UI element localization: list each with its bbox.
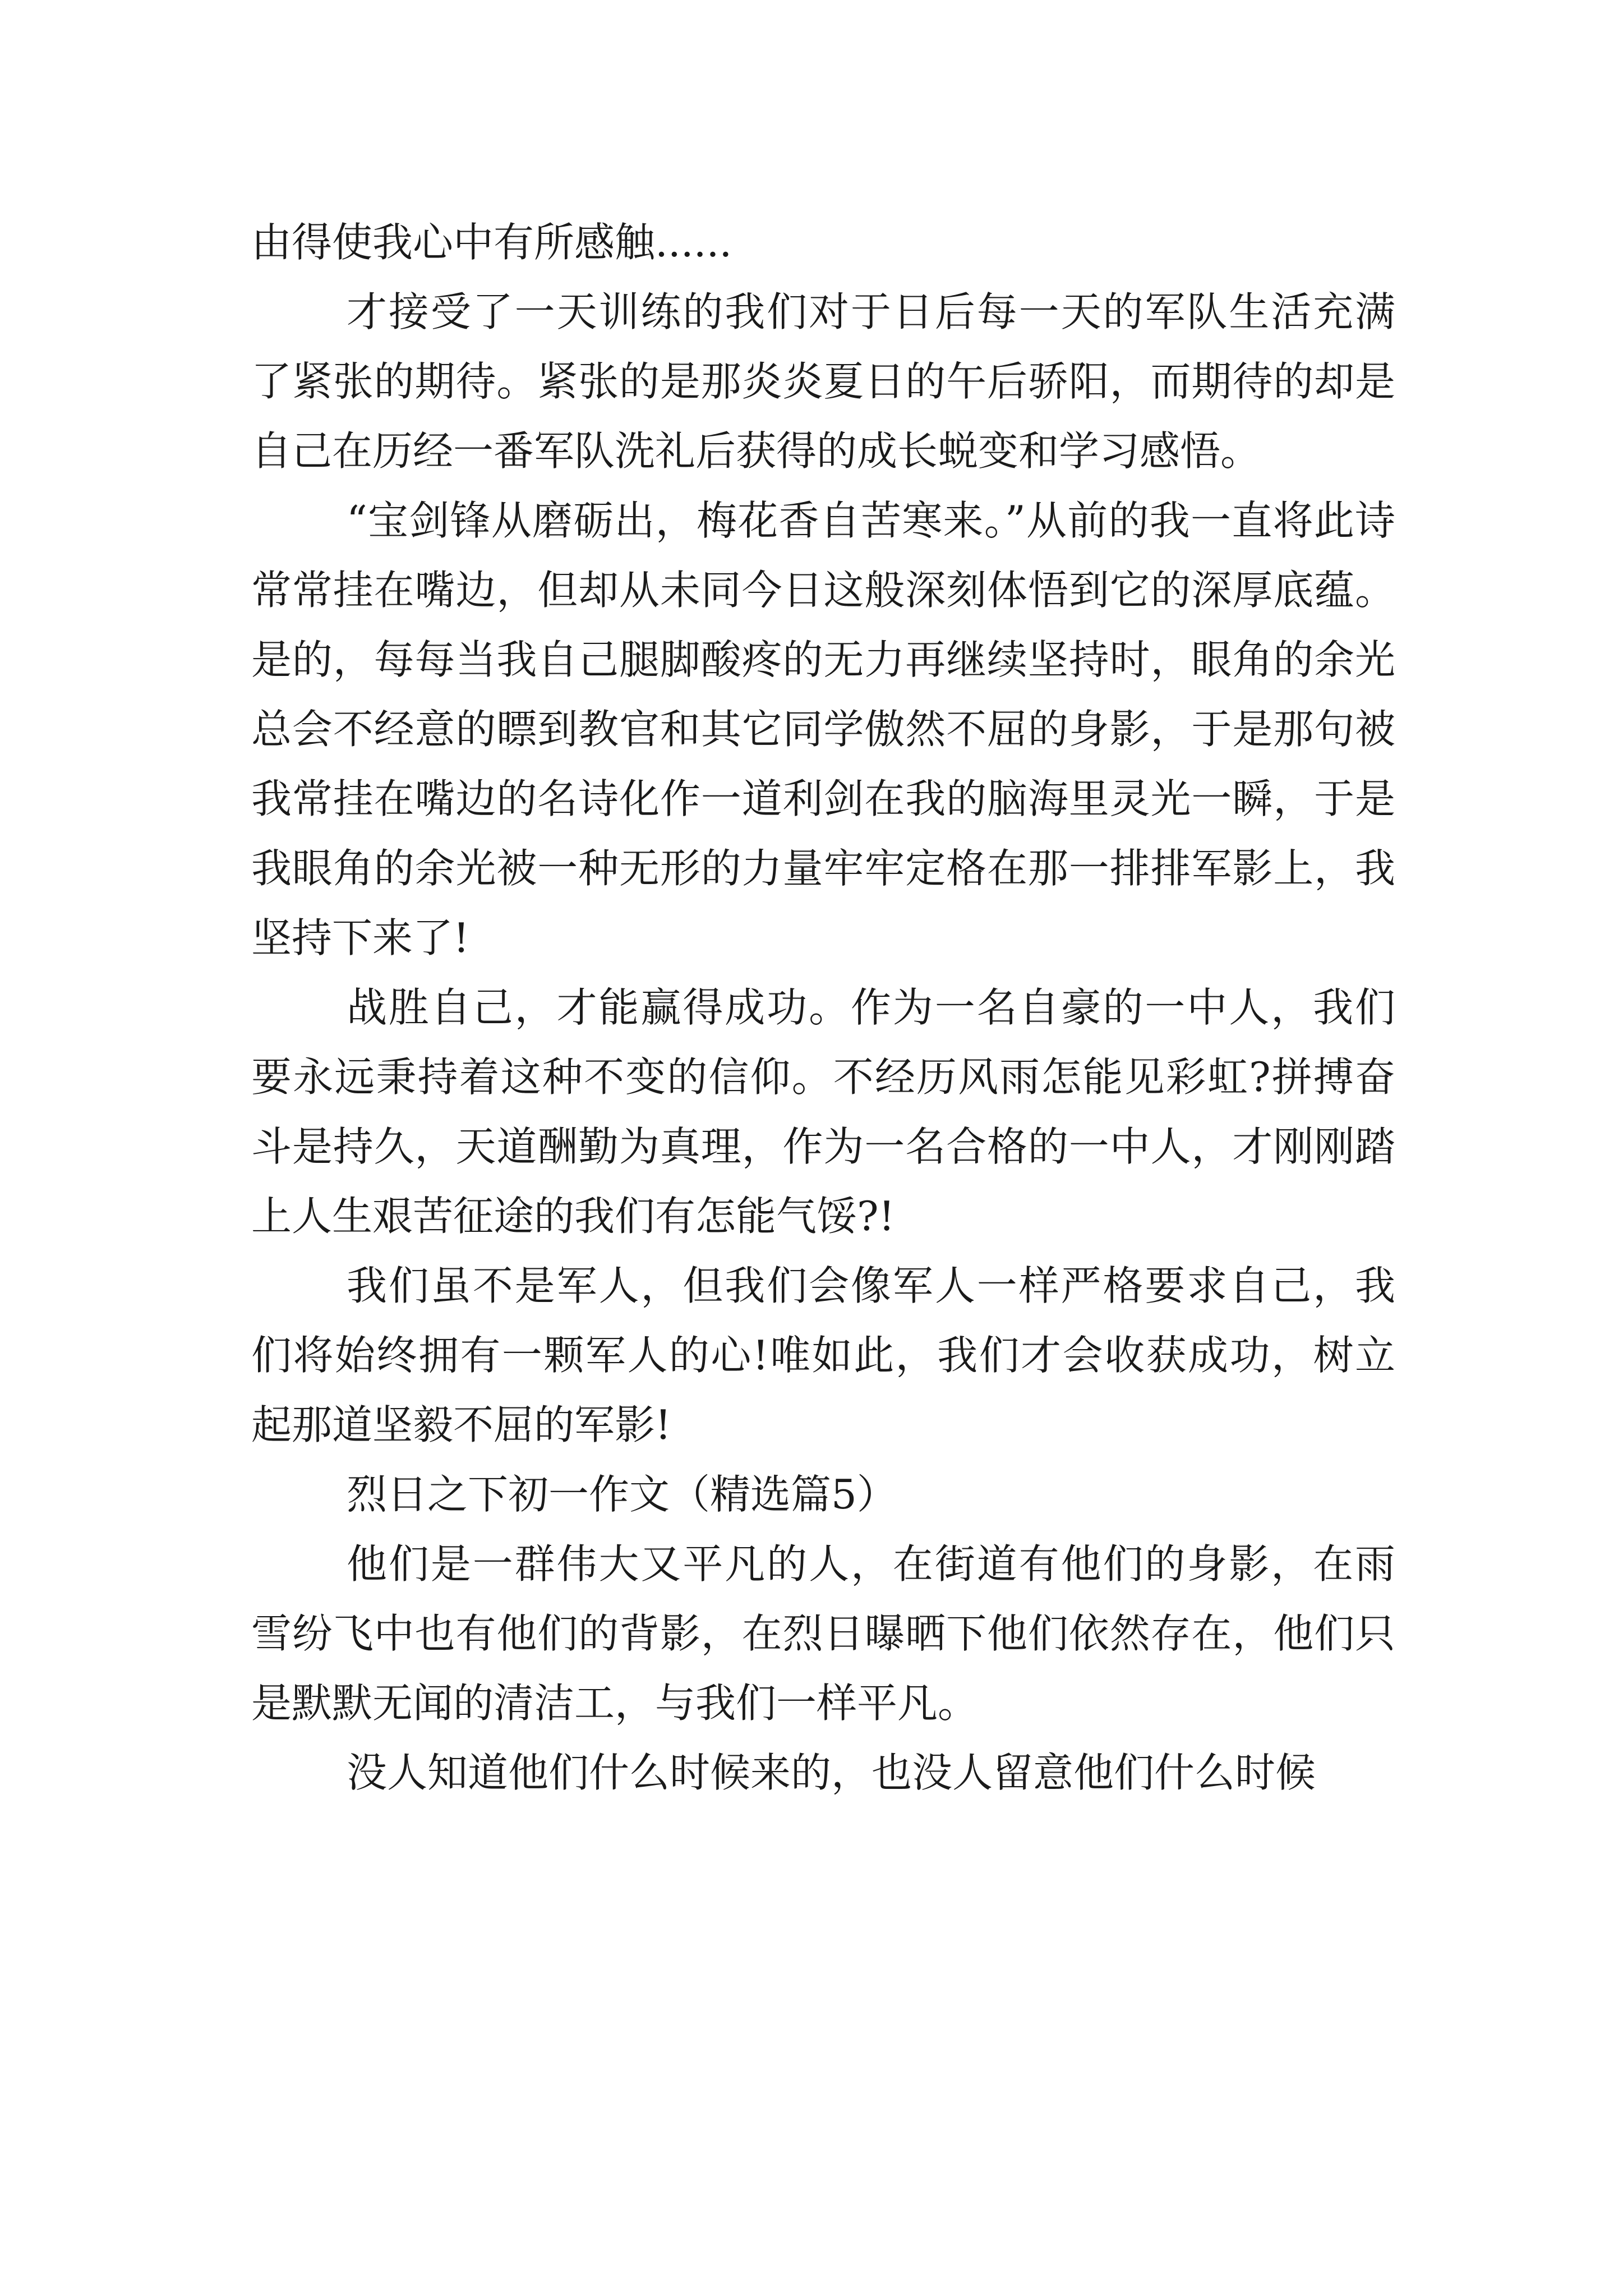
document-body [251,208,1395,1807]
section-heading: 烈日之下初一作文（精选篇5） [347,1471,897,1518]
paragraph-training-expectation: 才接受了一天训练的我们对于日后每一天的军队生活充满了紧张的期待。紧张的是那炎炎夏日的午后骄阳，而期待的却是自己在历经一番军队洗礼后获得的成长蜕变和学习感悟。 [251,288,1395,475]
paragraph-soldier-heart: 我们虽不是军人，但我们会像军人一样严格要求自己，我们将始终拥有一颗军人的心!唯如此，我们才会收获成功，树立起那道坚毅不屈的军影! [251,1262,1395,1448]
paragraph-overcome-self: 战胜自己，才能赢得成功。作为一名自豪的一中人，我们要永远秉持着这种不变的信仰。不经历风雨怎能见彩虹?拼搏奋斗是持久，天道酬勤为真理，作为一名合格的一中人，才刚刚踏上人生艰苦征途的我们有怎能气馁?! [251,984,1395,1240]
paragraph-cleaners-arrival: 没人知道他们什么时候来的，也没人留意他们什么时候 [347,1749,1316,1796]
paragraph-poem-reflection: “宝剑锋从磨砺出，梅花香自苦寒来。”从前的我一直将此诗常常挂在嘴边，但却从未同今日这般深刻体悟到它的深厚底蕴。是的，每每当我自己腿脚酸疼的无力再继续坚持时，眼角的余光总会不经意的瞟到教官和其它同学傲然不屈的身影，于是那句被我常挂在嘴边的名诗化作一道利剑在我的脑海里灵光一瞬，于是我眼角的余光被一种无形的力量牢牢定格在那一排排军影上，我坚持下来了! [251,497,1395,961]
paragraph-cleaners-intro: 他们是一群伟大又平凡的人，在街道有他们的身影，在雨雪纷飞中也有他们的背影，在烈日曝晒下他们依然存在，他们只是默默无闻的清洁工，与我们一样平凡。 [251,1540,1395,1727]
paragraph-continuation: 由得使我心中有所感触...... [251,219,732,266]
